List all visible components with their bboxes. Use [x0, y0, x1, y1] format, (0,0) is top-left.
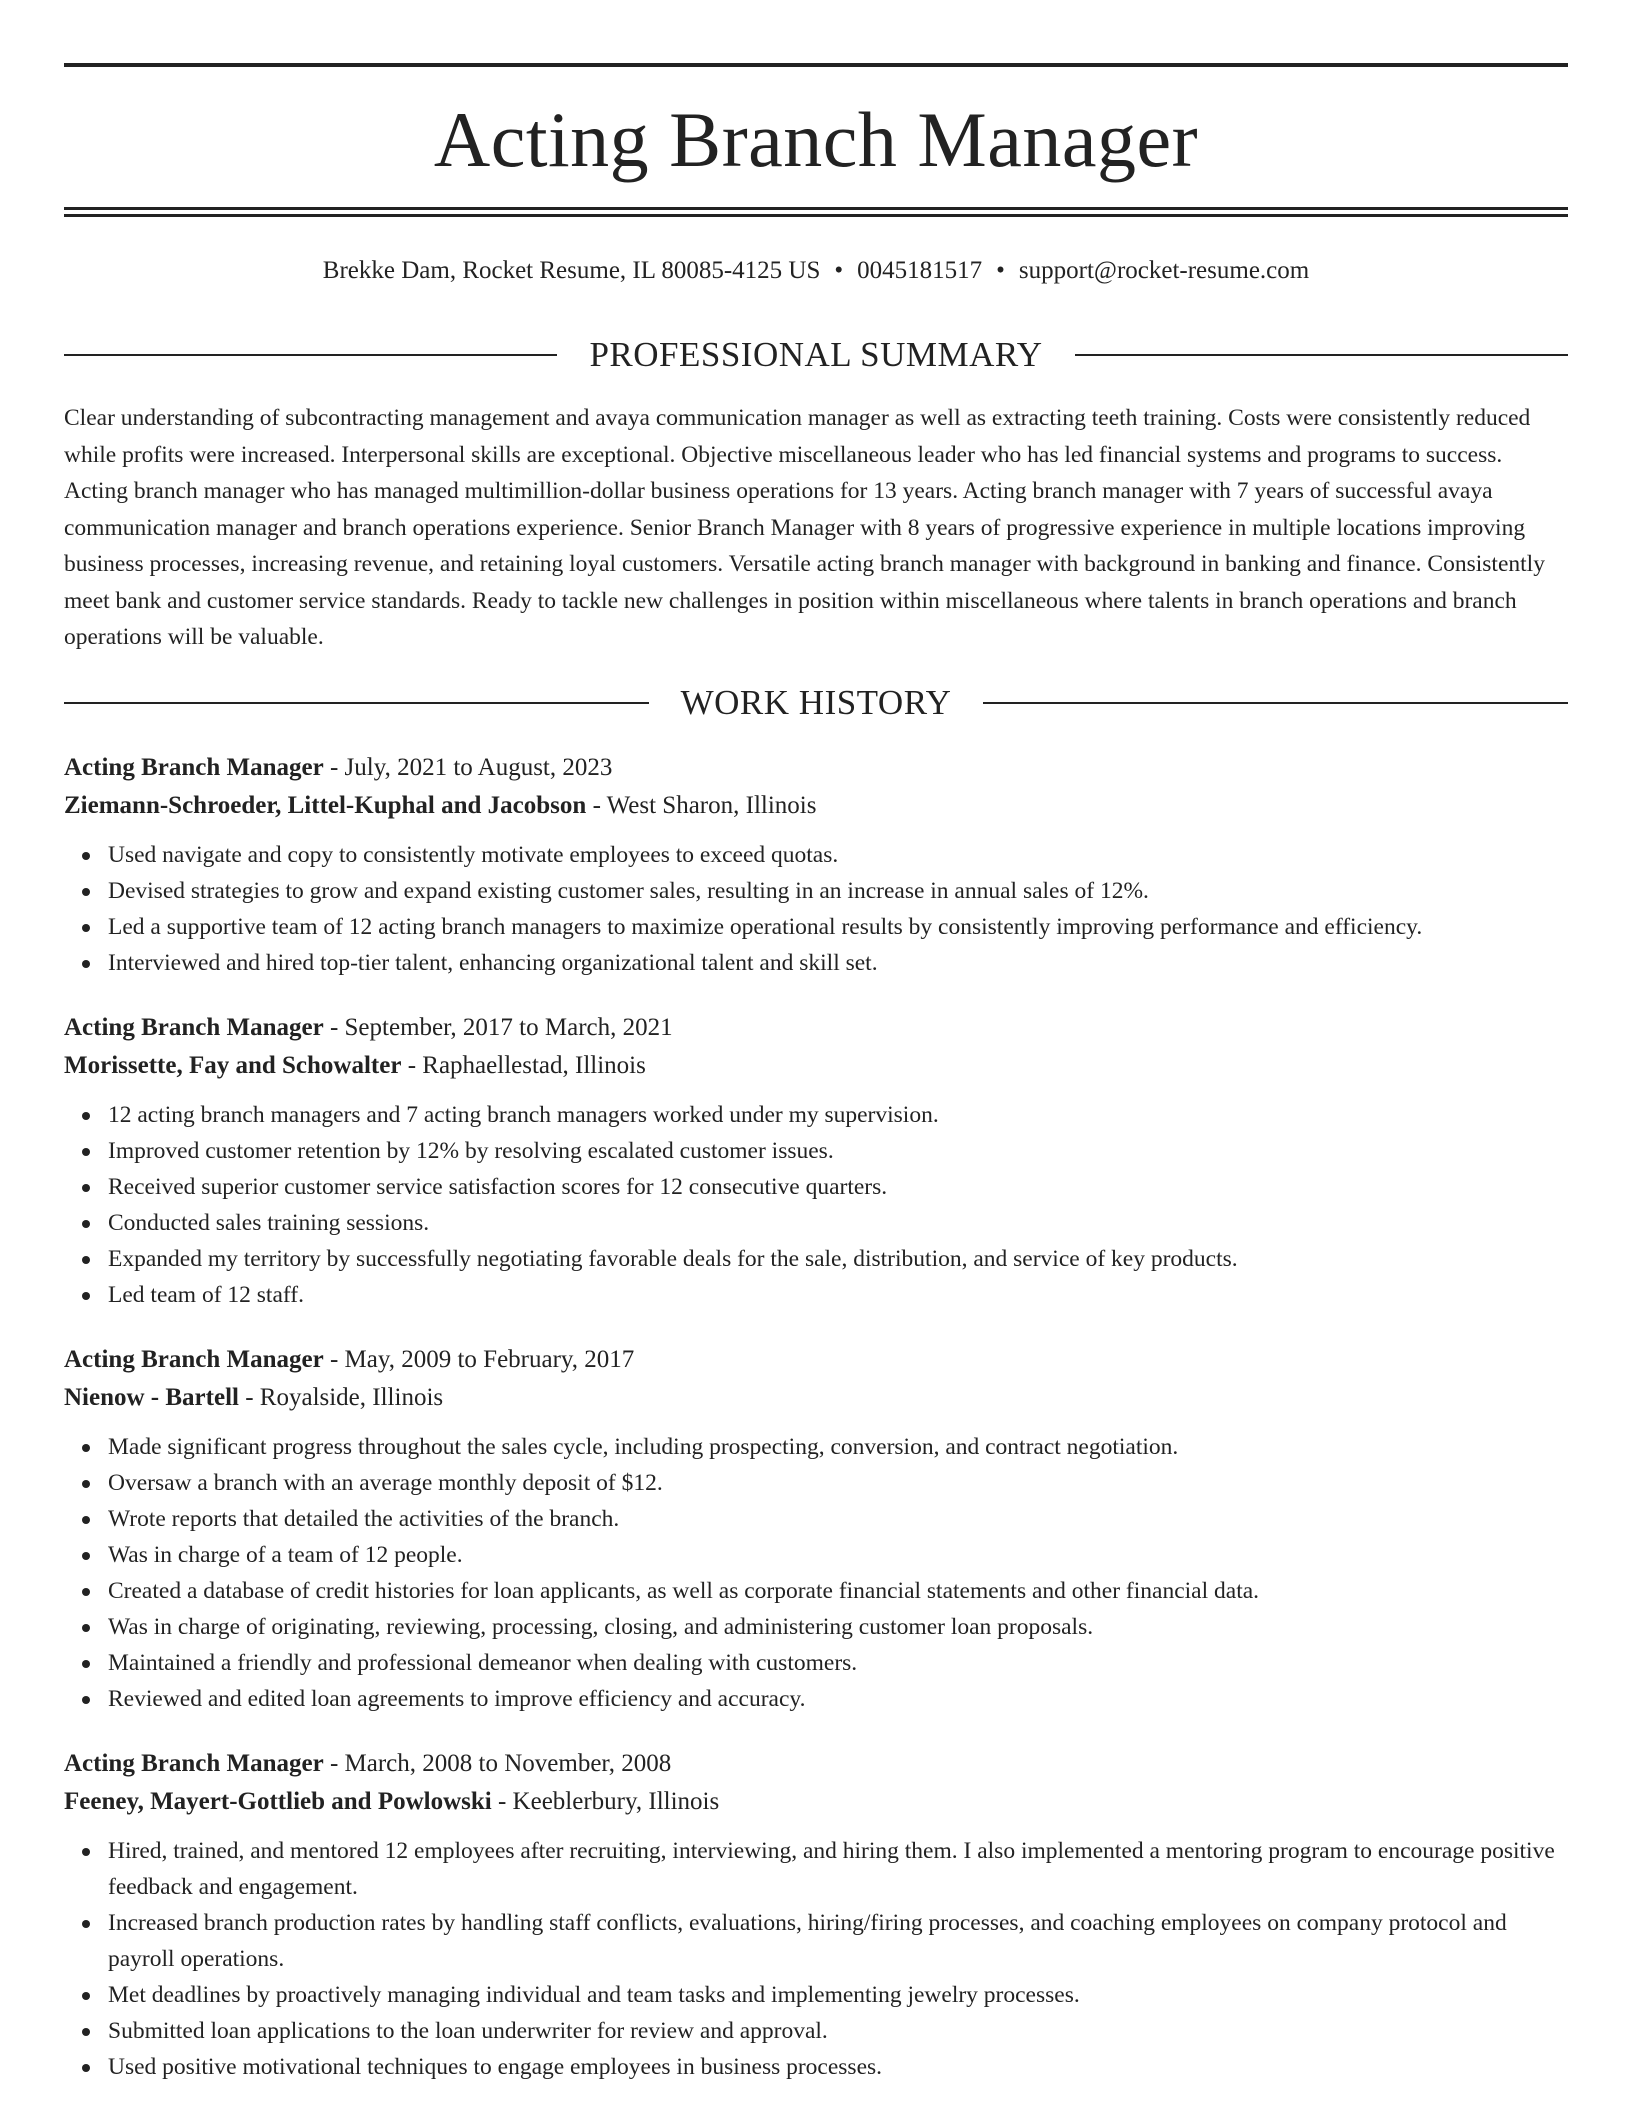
job-bullet: Created a database of credit histories for loan applicants, as well as corporate financial statements and other financial data. — [108, 1573, 1568, 1609]
job-bullet: Was in charge of originating, reviewing, processing, closing, and administering customer loan proposals. — [108, 1609, 1568, 1645]
job-bullet: Used navigate and copy to consistently motivate employees to exceed quotas. — [108, 837, 1568, 873]
contact-email: support@rocket-resume.com — [1018, 257, 1310, 284]
heading-rule-left — [64, 354, 557, 356]
job-title-line — [64, 1341, 1568, 1379]
job-role: Acting Branch Manager — [64, 1014, 324, 1041]
job-bullet: Expanded my territory by successfully negotiating favorable deals for the sale, distribution, and service of key products. — [108, 1241, 1568, 1277]
job-bullet: Hired, trained, and mentored 12 employees after recruiting, interviewing, and hiring them. I also implemented a mentoring program to encourage positive feedback and engagement. — [108, 1833, 1568, 1905]
job-role: Acting Branch Manager — [64, 1750, 324, 1777]
job-bullet-list — [64, 1429, 1568, 1717]
job-bullet: Reviewed and edited loan agreements to improve efficiency and accuracy. — [108, 1681, 1568, 1717]
job-company-line — [64, 1379, 1568, 1417]
contact-separator: • — [996, 257, 1005, 284]
job-bullet: Wrote reports that detailed the activities of the branch. — [108, 1501, 1568, 1537]
job-dates: - July, 2021 to August, 2023 — [323, 754, 613, 781]
work-heading-label: WORK HISTORY — [680, 683, 952, 722]
heading-rule-left — [64, 702, 649, 704]
summary-section-heading — [64, 333, 1568, 377]
contact-separator: • — [834, 257, 844, 284]
job-bullet: Devised strategies to grow and expand existing customer sales, resulting in an increase in annual sales of 12%. — [108, 873, 1568, 909]
job-location: - Keeblerbury, Illinois — [491, 1788, 720, 1815]
professional-summary-text: Clear understanding of subcontracting management and avaya communication manager as well as extracting teeth training. Costs were consistently reduced while profits were increased. Interpersonal skills are exceptional. Objective miscellaneous leader who has led financial systems and programs to success. Acting branch manager who has managed multimillion-dollar business operations for 13 years. Acting branch manager with 7 years of successful avaya communication manager and branch operations experience. Senior Branch Manager with 8 years of progressive experience in multiple locations improving business processes, increasing revenue, and retaining loyal customers. Versatile acting branch manager with background in banking and finance. Consistently meet bank and customer service standards. Ready to tackle new challenges in position within miscellaneous where talents in branch operations and branch operations will be valuable. — [64, 405, 1545, 650]
job-bullet: Led a supportive team of 12 acting branch managers to maximize operational results by consistently improving performance and efficiency. — [108, 909, 1568, 945]
job-title-line — [64, 1009, 1568, 1047]
job-location: - Raphaellestad, Illinois — [401, 1052, 646, 1079]
job-bullet: Conducted sales training sessions. — [108, 1205, 1568, 1241]
contact-address: Brekke Dam, Rocket Resume, IL 80085-4125 US — [322, 257, 821, 284]
job-company-line — [64, 787, 1568, 825]
job-dates: - May, 2009 to February, 2017 — [323, 1346, 635, 1373]
resume-title: Acting Branch Manager — [433, 96, 1199, 183]
job-entry — [64, 749, 1568, 981]
job-dates: - September, 2017 to March, 2021 — [323, 1014, 673, 1041]
job-bullet: Made significant progress throughout the sales cycle, including prospecting, conversion, and contract negotiation. — [108, 1429, 1568, 1465]
heading-rule-right — [1075, 354, 1568, 356]
job-bullet: Improved customer retention by 12% by resolving escalated customer issues. — [108, 1133, 1568, 1169]
summary-heading-label: PROFESSIONAL SUMMARY — [589, 335, 1043, 374]
job-bullet: 12 acting branch managers and 7 acting branch managers worked under my supervision. — [108, 1097, 1568, 1133]
job-title-line — [64, 1745, 1568, 1783]
job-role: Acting Branch Manager — [64, 1346, 324, 1373]
job-location: - Royalside, Illinois — [238, 1384, 444, 1411]
job-company: Nienow - Bartell — [64, 1384, 239, 1411]
title-double-rule — [64, 207, 1568, 217]
job-entry — [64, 1341, 1568, 1717]
job-title-line — [64, 749, 1568, 787]
job-company: Ziemann-Schroeder, Littel-Kuphal and Jacobson — [64, 792, 587, 819]
job-bullet: Used positive motivational techniques to engage employees in business processes. — [108, 2049, 1568, 2085]
contact-line — [64, 254, 1568, 288]
contact-phone: 0045181517 — [857, 257, 983, 284]
job-company-line — [64, 1047, 1568, 1085]
job-bullet: Maintained a friendly and professional demeanor when dealing with customers. — [108, 1645, 1568, 1681]
heading-rule-right — [983, 702, 1568, 704]
job-bullet-list — [64, 1833, 1568, 2085]
job-bullet: Oversaw a branch with an average monthly deposit of $12. — [108, 1465, 1568, 1501]
job-bullet: Received superior customer service satisfaction scores for 12 consecutive quarters. — [108, 1169, 1568, 1205]
job-company-line — [64, 1783, 1568, 1821]
job-entry — [64, 1009, 1568, 1313]
job-bullet: Interviewed and hired top-tier talent, enhancing organizational talent and skill set. — [108, 945, 1568, 981]
work-section-heading — [64, 681, 1568, 725]
job-role: Acting Branch Manager — [64, 754, 324, 781]
job-bullet-list — [64, 837, 1568, 981]
work-history-list — [64, 749, 1568, 2113]
job-dates: - March, 2008 to November, 2008 — [323, 1750, 672, 1777]
job-company: Morissette, Fay and Schowalter — [64, 1052, 402, 1079]
job-entry — [64, 1745, 1568, 2085]
top-rule — [64, 63, 1568, 67]
job-bullet: Met deadlines by proactively managing individual and team tasks and implementing jewelry processes. — [108, 1977, 1568, 2013]
job-location: - West Sharon, Illinois — [586, 792, 817, 819]
job-bullet: Submitted loan applications to the loan underwriter for review and approval. — [108, 2013, 1568, 2049]
job-bullet-list — [64, 1097, 1568, 1313]
job-company: Feeney, Mayert-Gottlieb and Powlowski — [64, 1788, 492, 1815]
job-bullet: Led team of 12 staff. — [108, 1277, 1568, 1313]
job-bullet: Increased branch production rates by handling staff conflicts, evaluations, hiring/firing processes, and coaching employees on company protocol and payroll operations. — [108, 1905, 1568, 1977]
job-bullet: Was in charge of a team of 12 people. — [108, 1537, 1568, 1573]
